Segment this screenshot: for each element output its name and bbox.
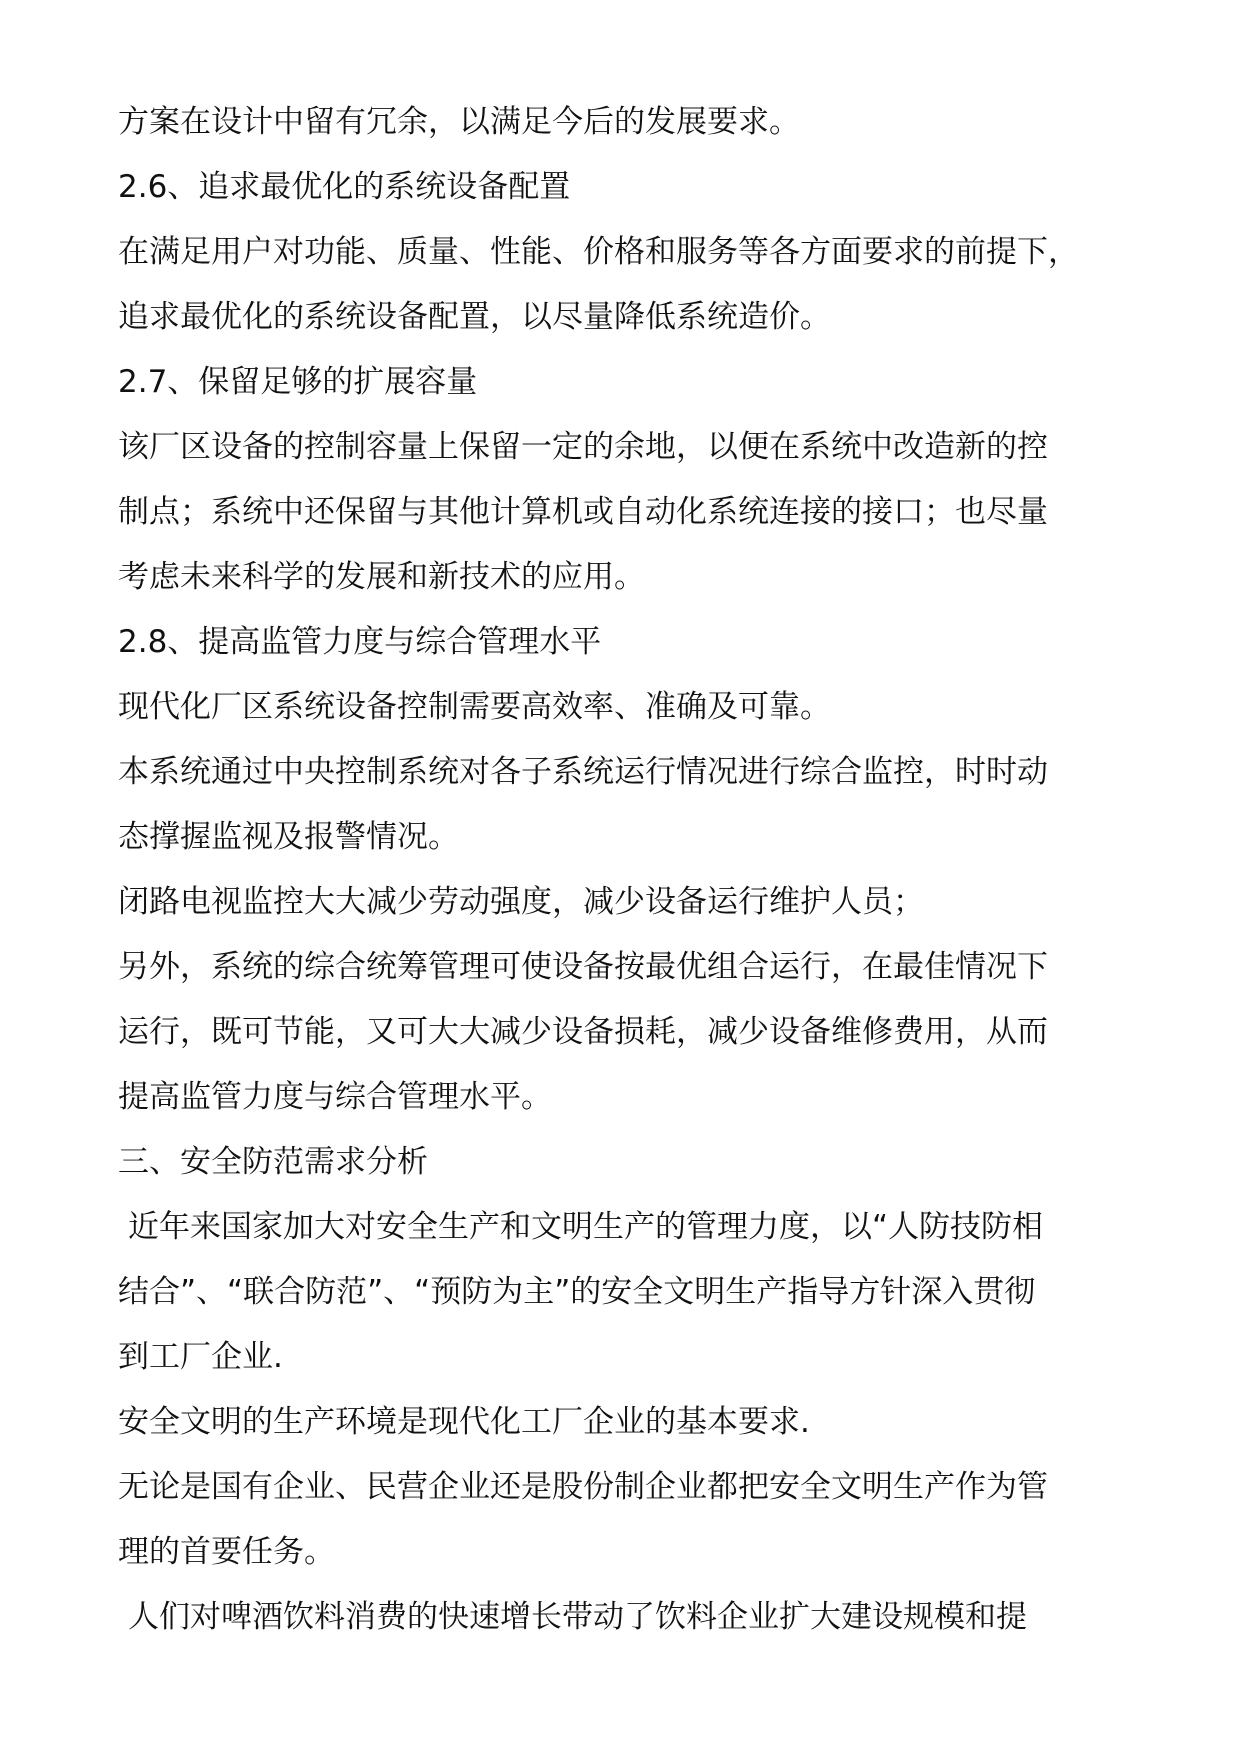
- paragraph-line: 闭路电视监控大大减少劳动强度，减少设备运行维护人员；: [118, 884, 924, 920]
- paragraph-line: 近年来国家加大对安全生产和文明生产的管理力度，以“人防技防相: [128, 1209, 1044, 1245]
- paragraph-line: 现代化厂区系统设备控制需要高效率、准确及可靠。: [118, 689, 831, 725]
- paragraph-line: 该厂区设备的控制容量上保留一定的余地，以便在系统中改造新的控: [118, 429, 1048, 465]
- section-heading-3: 三、安全防范需求分析: [118, 1144, 428, 1180]
- paragraph-line: 人们对啤酒饮料消费的快速增长带动了饮料企业扩大建设规模和提: [128, 1599, 1027, 1635]
- section-heading-2-8: 2.8、提高监管力度与综合管理水平: [118, 624, 602, 660]
- paragraph-line: 制点；系统中还保留与其他计算机或自动化系统连接的接口；也尽量: [118, 494, 1048, 530]
- paragraph-line: 结合”、“联合防范”、“预防为主”的安全文明生产指导方针深入贯彻: [118, 1274, 1036, 1310]
- paragraph-line: 另外，系统的综合统筹管理可使设备按最优组合运行，在最佳情况下: [118, 949, 1048, 985]
- section-heading-2-7: 2.7、保留足够的扩展容量: [118, 364, 478, 400]
- paragraph-line: 本系统通过中央控制系统对各子系统运行情况进行综合监控，时时动: [118, 754, 1048, 790]
- section-heading-2-6: 2.6、追求最优化的系统设备配置: [118, 169, 571, 205]
- paragraph-line: 在满足用户对功能、质量、性能、价格和服务等各方面要求的前提下，: [118, 234, 1079, 270]
- paragraph-line: 方案在设计中留有冗余，以满足今后的发展要求。: [118, 104, 800, 140]
- paragraph-line: 追求最优化的系统设备配置，以尽量降低系统造价。: [118, 299, 831, 335]
- paragraph-line: 理的首要任务。: [118, 1534, 335, 1570]
- paragraph-line: 运行，既可节能，又可大大减少设备损耗，减少设备维修费用，从而: [118, 1014, 1048, 1050]
- paragraph-line: 态撑握监视及报警情况。: [118, 819, 459, 855]
- paragraph-line: 到工厂企业.: [118, 1339, 283, 1375]
- paragraph-line: 考虑未来科学的发展和新技术的应用。: [118, 559, 645, 595]
- paragraph-line: 安全文明的生产环境是现代化工厂企业的基本要求.: [118, 1404, 810, 1440]
- paragraph-line: 提高监管力度与综合管理水平。: [118, 1079, 552, 1115]
- paragraph-line: 无论是国有企业、民营企业还是股份制企业都把安全文明生产作为管: [118, 1469, 1048, 1505]
